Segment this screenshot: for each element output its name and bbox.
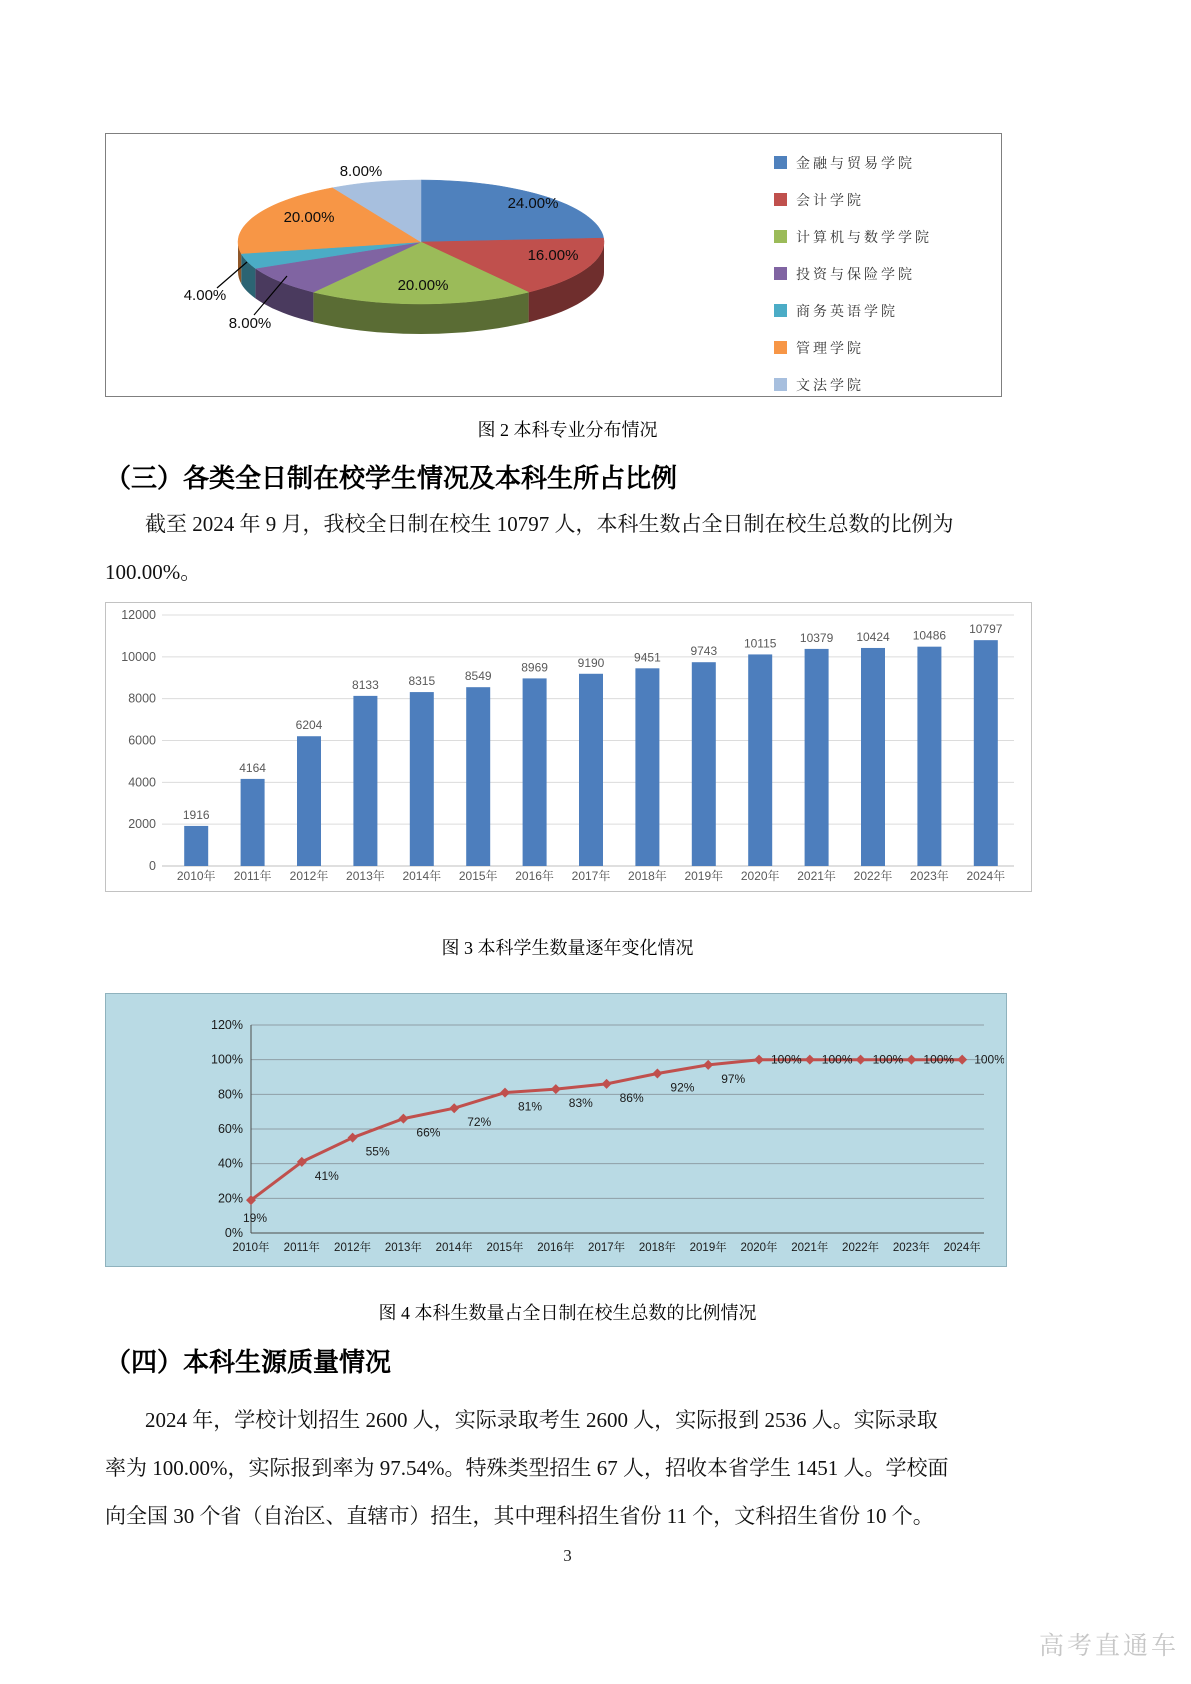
paragraph-line: 向全国 30 个省（自治区、直辖市）招生，其中理科招生省份 11 个，文科招生省份 10 个。 [105,1504,934,1528]
line-marker [652,1069,662,1079]
legend-item [774,181,932,218]
x-tick-label: 2014年 [435,1242,473,1254]
y-tick-label: 12000 [121,608,156,622]
line-marker [856,1055,866,1065]
x-tick-label: 2011年 [233,869,272,883]
point-label: 72% [467,1115,492,1130]
pie-chart-svg [121,134,721,396]
point-label: 19% [242,1211,268,1226]
bar [748,654,772,866]
point-label: 55% [365,1144,390,1159]
y-tick-label: 2000 [128,817,156,832]
x-tick-label: 2020年 [740,1242,778,1254]
point-label: 41% [314,1168,339,1183]
bar-value-label: 6204 [295,718,323,733]
bar-value-label: 8969 [521,660,548,675]
legend-swatch [774,378,787,391]
legend-item [774,144,932,181]
x-tick-label: 2022年 [842,1242,880,1254]
figure4-line-chart-panel [105,993,1007,1267]
paragraph-line: 截至 2024 年 9 月，我校全日制在校生 10797 人，本科生数占全日制在校生总数的比例为 [145,512,954,536]
bar-value-label: 10797 [969,622,1003,637]
x-tick-label: 2021年 [797,869,836,883]
section4-paragraph [105,1396,1015,1540]
legend-item [774,366,932,403]
point-label: 100% [821,1052,853,1067]
x-tick-label: 2024年 [943,1242,981,1254]
bar [184,826,208,866]
line-marker [906,1055,916,1065]
legend-item [774,255,932,292]
x-tick-label: 2023年 [892,1242,930,1254]
x-tick-label: 2015年 [458,869,498,883]
line-marker [703,1060,713,1070]
point-label: 97% [721,1071,746,1086]
line-marker [449,1103,459,1113]
legend-label: 投资与保险学院 [796,265,915,282]
point-label: 92% [670,1080,695,1095]
x-tick-label: 2023年 [910,869,949,883]
pie-slice-label: 8.00% [339,163,383,180]
figure2-pie-chart-box [105,133,1002,397]
pie-slice-label: 20.00% [283,209,335,226]
bar [974,640,998,866]
x-tick-label: 2013年 [384,1242,422,1254]
bar [523,678,547,866]
bar-value-label: 10424 [856,629,890,644]
watermark: 高考直通车 [1038,1632,1179,1660]
point-label: 86% [619,1090,644,1105]
y-tick-label: 4000 [128,775,156,790]
point-label: 100% [872,1052,904,1067]
bar [353,696,377,866]
y-tick-label: 60% [217,1122,243,1136]
point-label: 81% [518,1099,543,1114]
paragraph-line: 2024 年，学校计划招生 2600 人，实际录取考生 2600 人，实际报到 2536 人。实际录取 [145,1408,938,1432]
bar-value-label: 8315 [408,674,436,689]
bar-value-label: 9190 [577,655,605,670]
pie-slice-label: 20.00% [397,277,449,294]
x-tick-label: 2010年 [176,869,216,883]
x-tick-label: 2022年 [853,869,893,883]
section4-heading: （四）本科生源质量情况 [105,1347,392,1377]
figure4-caption: 图 4 本科生数量占全日制在校生总数的比例情况 [378,1303,757,1323]
bar [805,649,829,866]
legend-swatch [774,267,787,280]
line-marker [500,1088,510,1098]
x-tick-label: 2019年 [684,869,724,883]
y-tick-label: 80% [217,1087,243,1102]
legend-item [774,218,932,255]
bar [861,648,885,866]
bar [241,779,265,866]
section3-heading: （三）各类全日制在校学生情况及本科生所占比例 [105,463,678,493]
y-tick-label: 40% [217,1156,243,1171]
legend-label: 管理学院 [796,339,864,356]
paragraph-line: 100.00%。 [105,560,202,584]
paragraph-line: 率为 100.00%，实际报到率为 97.54%。特殊类型招生 67 人，招收本省学生 1451 人。学校面 [105,1456,949,1480]
bar-value-label: 8133 [352,677,379,692]
legend-swatch [774,341,787,354]
x-tick-label: 2017年 [588,1242,626,1254]
x-tick-label: 2015年 [486,1242,524,1254]
line-marker [398,1114,408,1124]
bar [297,736,321,866]
x-tick-label: 2021年 [791,1242,829,1254]
line-chart-svg [106,994,1004,1264]
bar-value-label: 9743 [690,644,718,659]
bar-chart-svg [106,603,1029,889]
point-label: 100% [771,1052,802,1067]
line-marker [754,1055,764,1065]
x-tick-label: 2017年 [571,869,611,883]
bar-value-label: 10486 [912,628,947,643]
y-tick-label: 8000 [128,691,156,706]
bar-value-label: 4164 [239,760,266,775]
pie-slice-label: 24.00% [507,195,559,212]
section3-paragraph [105,500,1015,596]
y-tick-label: 0 [149,859,156,873]
x-tick-label: 2014年 [402,869,442,883]
x-tick-label: 2010年 [232,1242,270,1254]
point-label: 66% [416,1125,441,1140]
bar-value-label: 1916 [182,807,210,822]
x-tick-label: 2012年 [289,869,329,883]
x-tick-label: 2018年 [638,1242,676,1254]
x-tick-label: 2012年 [334,1242,372,1254]
pie-slice-label: 8.00% [228,315,272,332]
legend-label: 金融与贸易学院 [796,154,915,171]
figure3-caption: 图 3 本科学生数量逐年变化情况 [441,938,694,958]
bar [635,668,659,866]
bar [466,687,490,866]
page-number: 3 [563,1546,572,1565]
legend-label: 文法学院 [796,376,864,393]
point-label: 100% [923,1052,955,1067]
legend-swatch [774,193,787,206]
x-tick-label: 2016年 [515,869,554,883]
bar-value-label: 9451 [634,650,661,665]
point-label: 83% [568,1096,593,1111]
y-tick-label: 0% [224,1226,243,1240]
legend-label: 会计学院 [796,191,864,208]
y-tick-label: 10000 [121,649,156,664]
x-tick-label: 2011年 [283,1242,320,1254]
legend-label: 计算机与数学学院 [796,228,932,245]
legend-swatch [774,230,787,243]
bar [579,674,603,866]
bar [917,647,941,866]
point-label: 100% [974,1052,1004,1067]
legend-item [774,292,932,329]
pie-slice-label: 16.00% [527,247,579,264]
pie-legend [774,144,932,403]
line-marker [348,1133,358,1143]
line-marker [602,1079,612,1089]
bar [410,692,434,866]
bar-value-label: 10115 [743,636,777,651]
y-tick-label: 120% [211,1018,243,1032]
x-tick-label: 2019年 [689,1242,727,1254]
figure2-caption: 图 2 本科专业分布情况 [477,420,658,440]
legend-swatch [774,156,787,169]
legend-item [774,329,932,366]
y-tick-label: 20% [217,1191,243,1206]
figure3-bar-chart-box [105,602,1032,892]
x-tick-label: 2018年 [628,869,667,883]
y-tick-label: 6000 [128,733,156,748]
line-marker [957,1055,967,1065]
x-tick-label: 2016年 [537,1242,575,1254]
line-marker [805,1055,815,1065]
bar-value-label: 8549 [464,669,492,684]
legend-label: 商务英语学院 [796,302,898,319]
y-tick-label: 100% [211,1052,243,1067]
bar [692,662,716,866]
legend-swatch [774,304,787,317]
pie-slice-label: 4.00% [183,287,227,304]
x-tick-label: 2013年 [346,869,385,883]
x-tick-label: 2020年 [740,869,780,883]
bar-value-label: 10379 [799,630,834,645]
line-marker [551,1084,561,1094]
x-tick-label: 2024年 [966,869,1006,883]
